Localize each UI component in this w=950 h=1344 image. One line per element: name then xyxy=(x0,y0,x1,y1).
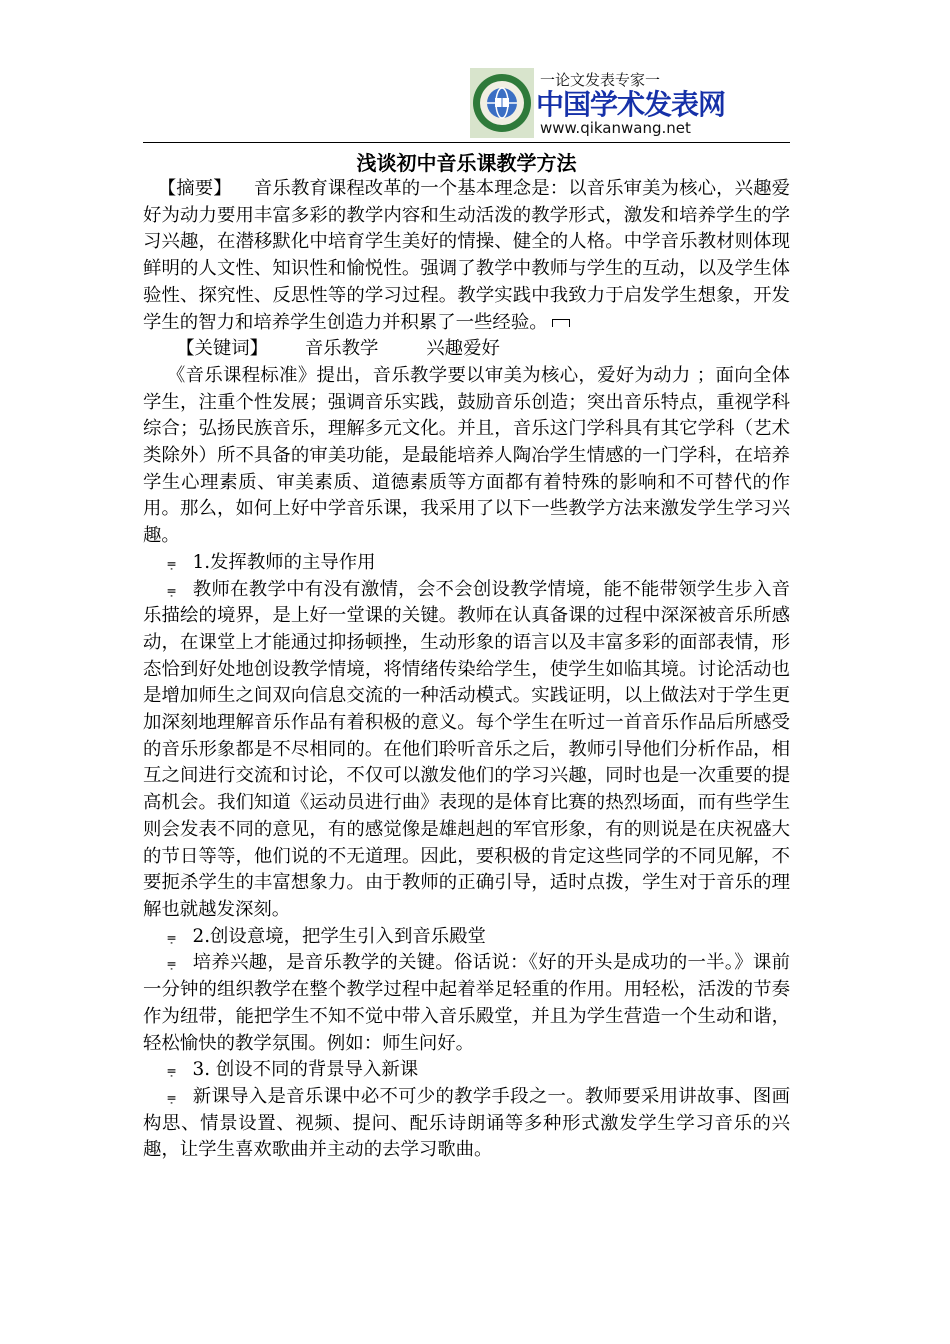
globe-seal-icon xyxy=(470,68,534,138)
logo-brand-name: 中国学术发表网 xyxy=(536,88,726,121)
site-logo xyxy=(470,68,726,140)
paragraph-mark-icon: ⩦ xyxy=(166,1086,177,1106)
abstract-label: 【摘要】 xyxy=(157,178,232,199)
section-body: ⩦ 新课导入是音乐课中必不可少的教学手段之一。教师要采用讲故事、图画构思、情景设置、视频、提问、配乐诗朗诵等多种形式激发学生学习音乐的兴趣，让学生喜欢歌曲并主动的去学习歌曲。 xyxy=(143,1085,790,1161)
article-body xyxy=(143,176,790,1164)
paragraph-mark-icon: ⩦ xyxy=(166,579,177,599)
section-heading: ⩦ 3. 创设不同的背景导入新课 xyxy=(143,1057,790,1084)
keywords-label: 【关键词】 xyxy=(176,338,269,360)
section-body: ⩦ 教师在教学中有没有激情，会不会创设教学情境，能不能带领学生步入音乐描绘的境界，是上好一堂课的关键。教师在认真备课的过程中深深被音乐所感动，在课堂上才能通过抑扬顿挫，生动形象的语言以及丰富多彩的面部表情，形态恰到好处地创设教学情境，将情绪传染给学生，使学生如临其境。讨论活动也是增加师生之间双向信息交流的一种活动模式。实践证明，以上做法对于学生更加深刻地理解音乐作品有着积极的意义。每个学生在听过一首音乐作品后所感受的音乐形象都是不尽相同的。在他们聆听音乐之后，教师引导他们分析作品，相互之间进行交流和讨论，不仅可以激发他们的学习兴趣，同时也是一次重要的提高机会。我们知道《运动员进行曲》表现的是体育比赛的热烈场面，而有些学生则会发表不同的意见，有的感觉像是雄赳赳的军官形象，有的则说是在庆祝盛大的节日等等，他们说的不无道理。因此，要积极的肯定这些同学的不同见解，不要扼杀学生的丰富想象力。由于教师的正确引导，适时点拨，学生对于音乐的理解也就越发深刻。 xyxy=(143,578,790,920)
section-heading: ⩦ 2.创设意境，把学生引入到音乐殿堂 xyxy=(143,924,790,951)
logo-slogan: 一论文发表专家一 xyxy=(540,71,661,89)
section-heading: ⩦ 1.发挥教师的主导作用 xyxy=(143,550,790,577)
paragraph-mark-icon: ⩦ xyxy=(166,552,177,572)
header-divider xyxy=(143,142,790,143)
logo-url: www.qikanwang.net xyxy=(540,119,691,137)
paragraph-mark-icon: ⩦ xyxy=(166,926,177,946)
return-mark-icon xyxy=(552,319,570,327)
section-body: ⩦ 培养兴趣，是音乐教学的关键。俗话说：《好的开头是成功的一半。》课前一分钟的组织教学在整个教学过程中起着举足轻重的作用。用轻松，活泼的节奏作为纽带，能把学生不知不觉中带入音乐殿堂，并且为学生营造一个生动和谐，轻松愉快的教学氛围。例如：师生问好。 xyxy=(143,952,790,1054)
paragraph-mark-icon: ⩦ xyxy=(166,1060,177,1080)
intro-paragraph: 《音乐课程标准》提出，音乐教学要以审美为核心，爱好为动力 ；面向全体学生，注重个性发展；强调音乐实践，鼓励音乐创造；突出音乐特点，重视学科综合；弘扬民族音乐，理解多元文化。并且，音乐这门学科具有其它学科（艺术类除外）所不具备的审美功能，是最能培养人陶冶学生情感的一门学科，在培养学生心理素质、审美素质、道德素质等方面都有着特殊的影响和不可替代的作用。那么，如何上好中学音乐课，我采用了以下一些教学方法来激发学生学习兴趣。 xyxy=(143,364,790,547)
keyword-item: 音乐教学 xyxy=(304,338,379,360)
keyword-item: 兴趣爱好 xyxy=(426,338,500,360)
article-title: 浅谈初中音乐课教学方法 xyxy=(356,151,577,175)
abstract-text: 音乐教育课程改革的一个基本理念是：以音乐审美为核心，兴趣爱好为动力要用丰富多彩的教学内容和生动活泼的教学形式，激发和培养学生的学习兴趣，在潜移默化中培育学生美好的情操、健全的人格。中学音乐教材则体现鲜明的人文性、知识性和愉悦性。强调了教学中教师与学生的互动，以及学生体验性、探究性、反思性等的学习过程。教学实践中我致力于启发学生想象，开发学生的智力和培养学生创造力并积累了一些经验。 xyxy=(143,178,790,333)
paragraph-mark-icon: ⩦ xyxy=(166,953,177,973)
keywords-paragraph xyxy=(143,336,790,363)
abstract-paragraph xyxy=(143,176,790,336)
